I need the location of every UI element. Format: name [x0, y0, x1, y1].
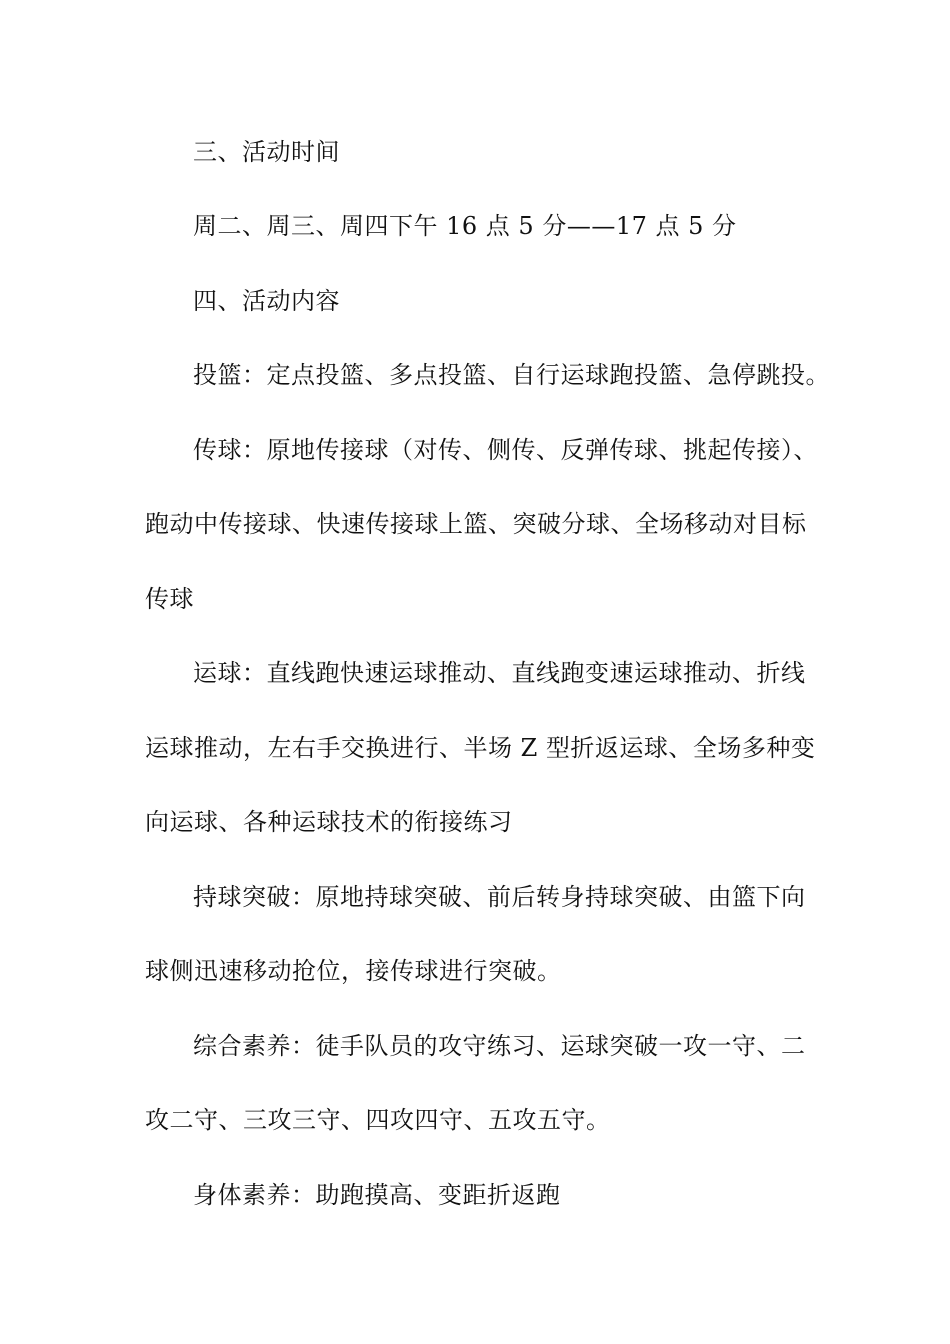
passing-paragraph-line-2: 跑动中传接球、快速传接球上篮、突破分球、全场移动对目标	[145, 510, 807, 538]
physical-paragraph: 身体素养：助跑摸高、变距折返跑	[193, 1181, 561, 1209]
section-heading-activity-time: 三、活动时间	[193, 138, 340, 166]
shooting-paragraph: 投篮：定点投篮、多点投篮、自行运球跑投篮、急停跳投。	[193, 361, 830, 389]
activity-time-text: 周二、周三、周四下午 16 点 5 分——17 点 5 分	[193, 212, 737, 240]
comprehensive-paragraph-line-2: 攻二守、三攻三守、四攻四守、五攻五守。	[145, 1106, 611, 1134]
dribbling-paragraph-line-2: 运球推动，左右手交换进行、半场 Z 型折返运球、全场多种变	[145, 734, 816, 762]
passing-paragraph-line-3: 传球	[145, 585, 194, 613]
passing-paragraph-line-1: 传球：原地传接球（对传、侧传、反弹传球、挑起传接）、	[193, 436, 818, 464]
section-heading-activity-content: 四、活动内容	[193, 287, 340, 315]
breakthrough-paragraph-line-1: 持球突破：原地持球突破、前后转身持球突破、由篮下向	[193, 883, 806, 911]
breakthrough-paragraph-line-2: 球侧迅速移动抢位，接传球进行突破。	[145, 957, 562, 985]
comprehensive-paragraph-line-1: 综合素养：徒手队员的攻守练习、运球突破一攻一守、二	[193, 1032, 806, 1060]
dribbling-paragraph-line-1: 运球：直线跑快速运球推动、直线跑变速运球推动、折线	[193, 659, 806, 687]
dribbling-paragraph-line-3: 向运球、各种运球技术的衔接练习	[145, 808, 513, 836]
